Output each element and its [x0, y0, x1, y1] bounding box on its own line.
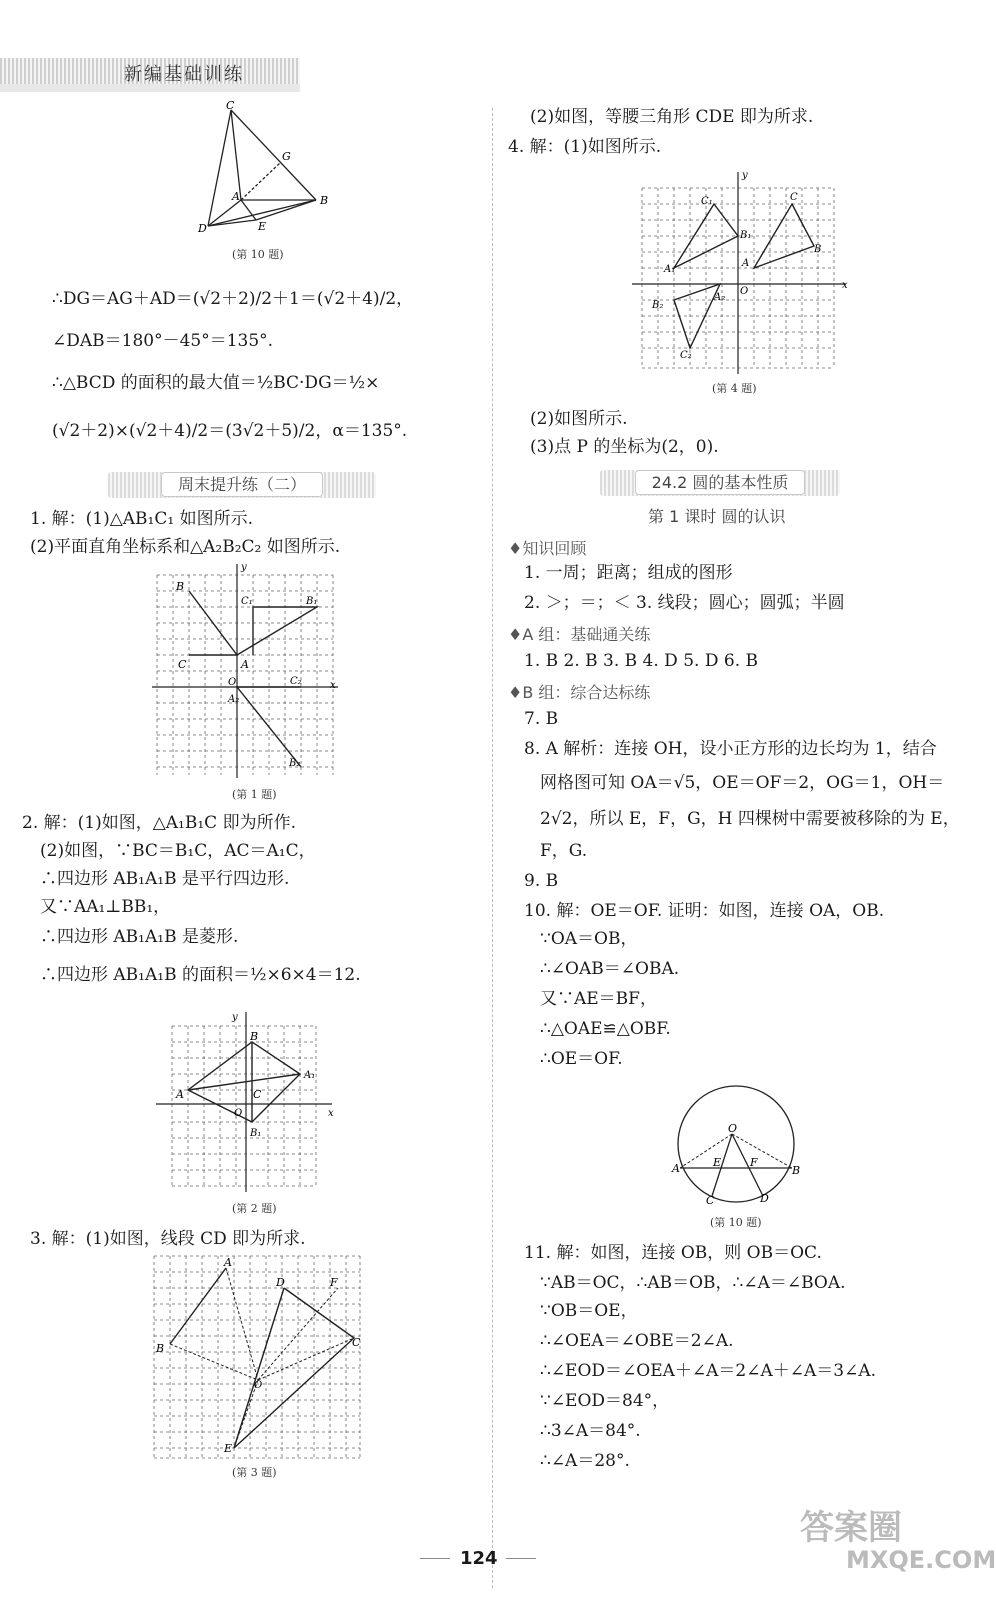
answer-b11: 11. 解：如图，连接 OB，则 OB＝OC. — [524, 1243, 822, 1263]
answer-b11-line: ∴∠EOD＝∠OEA＋∠A＝2∠A＋∠A＝3∠A. — [540, 1361, 877, 1381]
solution-line: (√2＋2)×(√2＋4)/2＝(3√2＋5)/2，α＝135°. — [52, 421, 408, 441]
figure-q4-caption: (第 4 题) — [712, 382, 757, 395]
answer-b11-line: ∴3∠A＝84°. — [540, 1421, 641, 1441]
svg-text:A: A — [232, 190, 240, 203]
figure-q10-caption: (第 10 题) — [232, 248, 284, 261]
svg-text:x: x — [330, 680, 336, 691]
watermark-logo: 答案圈 — [800, 1508, 902, 1548]
header-title: 新编基础训练 — [124, 64, 244, 85]
answer-q2-line: (2)如图，∵BC＝B₁C，AC＝A₁C， — [40, 841, 316, 861]
answer-b8-line: 网格图可知 OA＝√5，OE＝OF＝2，OG＝1，OH＝ — [540, 773, 945, 793]
svg-text:B₁: B₁ — [740, 230, 752, 241]
svg-text:A: A — [224, 1256, 232, 1269]
answer-q1: 1. 解：(1)△AB₁C₁ 如图所示. — [30, 509, 253, 529]
answer-b8: 8. A 解析：连接 OH，设小正方形的边长均为 1，结合 — [524, 739, 937, 759]
figure-q3-caption: (第 3 题) — [232, 1466, 277, 1479]
column-divider — [492, 108, 493, 1588]
figure-q3-grid — [150, 1252, 364, 1462]
svg-text:C₂: C₂ — [290, 676, 302, 687]
svg-text:B₂: B₂ — [289, 758, 301, 769]
answer-q4-part2: (2)如图所示. — [530, 409, 628, 429]
answer-group-a: 1. B 2. B 3. B 4. D 5. D 6. B — [524, 651, 758, 671]
svg-text:A₂: A₂ — [228, 694, 240, 705]
answer-q3: 3. 解：(1)如图，线段 CD 即为所求. — [30, 1229, 306, 1249]
tag-label: B 组：综合达标练 — [522, 683, 651, 702]
svg-text:B: B — [250, 1030, 259, 1043]
tag-label: 知识回顾 — [522, 539, 587, 558]
solution-line: ∴DG＝AG＋AD＝(√2＋2)/2＋1＝(√2＋4)/2， — [52, 289, 414, 309]
solution-line: ∠DAB＝180°－45°＝135°. — [52, 331, 274, 351]
svg-text:A₁: A₁ — [304, 1070, 316, 1081]
svg-text:O: O — [234, 1108, 243, 1119]
svg-text:B: B — [814, 244, 822, 255]
answer-q4: 4. 解：(1)如图所示. — [508, 137, 662, 157]
svg-text:C₂: C₂ — [680, 350, 692, 361]
answer-q2-line: ∴四边形 AB₁A₁B 是平行四边形. — [40, 869, 290, 889]
diamond-icon: ♦ — [508, 683, 523, 702]
answer-b11-line: ∴∠OEA＝∠OBE＝2∠A. — [540, 1331, 734, 1351]
svg-text:y: y — [241, 562, 247, 573]
answer-b9: 9. B — [524, 871, 559, 891]
svg-text:x: x — [328, 1108, 334, 1119]
svg-text:B₁: B₁ — [306, 596, 318, 607]
svg-text:B: B — [156, 1342, 165, 1355]
answer-k2: 2. ＞；＝；＜ 3. 线段；圆心；圆弧；半圆 — [524, 593, 845, 613]
svg-text:A: A — [742, 258, 750, 269]
svg-text:C: C — [706, 1194, 715, 1207]
svg-text:C₁: C₁ — [241, 596, 253, 607]
svg-text:O: O — [740, 286, 749, 297]
svg-text:y: y — [742, 170, 748, 181]
svg-text:A: A — [241, 658, 249, 671]
section-banner-label: 24.2 圆的基本性质 — [635, 470, 806, 495]
answer-b10-line: ∴OE＝OF. — [540, 1049, 623, 1069]
svg-text:E: E — [224, 1442, 233, 1455]
svg-text:D: D — [760, 1192, 769, 1205]
svg-text:D: D — [198, 222, 207, 235]
answer-b10-line: ∴△OAE≌△OBF. — [540, 1019, 671, 1039]
tag-group-b — [508, 680, 650, 703]
svg-text:C: C — [253, 1088, 262, 1101]
figure-q10-circle-caption: (第 10 题) — [710, 1216, 762, 1229]
tag-knowledge-review — [508, 536, 586, 559]
answer-q2-line: ∴四边形 AB₁A₁B 是菱形. — [40, 927, 239, 947]
svg-text:C: C — [352, 1336, 361, 1349]
svg-text:B₁: B₁ — [250, 1128, 262, 1139]
page-number: 124 — [460, 1548, 498, 1569]
figure-q10-circle — [670, 1082, 810, 1212]
svg-text:D: D — [276, 1276, 285, 1289]
svg-text:A: A — [176, 1088, 184, 1101]
answer-q1-part2: (2)平面直角坐标系和△A₂B₂C₂ 如图所示. — [30, 537, 341, 557]
diamond-icon: ♦ — [508, 539, 523, 558]
answer-b11-line: ∵AB＝OC，∴AB＝OB，∴∠A＝∠BOA. — [540, 1273, 846, 1293]
svg-text:A: A — [672, 1162, 680, 1175]
svg-text:B₂: B₂ — [652, 300, 664, 311]
answer-b7: 7. B — [524, 709, 559, 729]
svg-text:y: y — [232, 1012, 238, 1023]
answer-q2-line: ∴四边形 AB₁A₁B 的面积＝½×6×4＝12. — [40, 965, 361, 985]
figure-q10-pyramid — [196, 100, 356, 240]
svg-text:A₂: A₂ — [714, 292, 726, 303]
svg-text:C₁: C₁ — [701, 196, 713, 207]
svg-text:B: B — [792, 1164, 801, 1177]
svg-text:O: O — [228, 677, 237, 688]
watermark-url: MXQE.COM — [846, 1546, 996, 1574]
svg-text:F: F — [330, 1276, 338, 1289]
svg-text:C: C — [178, 658, 187, 671]
svg-text:x: x — [842, 280, 848, 291]
solution-line: ∴△BCD 的面积的最大值＝½BC·DG＝½× — [52, 373, 380, 393]
figure-q1-caption: (第 1 题) — [232, 788, 277, 801]
svg-text:O: O — [728, 1122, 738, 1135]
svg-text:B: B — [320, 194, 329, 207]
answer-b8-line: F，G. — [540, 841, 588, 861]
tag-group-a — [508, 622, 650, 645]
svg-text:G: G — [282, 150, 291, 163]
answer-k1: 1. 一周；距离；组成的图形 — [524, 563, 733, 583]
section-banner-weekend — [108, 472, 376, 498]
lesson-subtitle: 第 1 课时 圆的认识 — [648, 507, 786, 526]
answer-b11-line: ∴∠A＝28°. — [540, 1451, 630, 1471]
svg-text:C: C — [226, 100, 235, 112]
tag-label: A 组：基础通关练 — [522, 625, 651, 644]
page-number-rule-left — [420, 1558, 450, 1559]
answer-q2-line: 又∵AA₁⊥BB₁， — [40, 897, 171, 917]
figure-q1-grid — [152, 560, 342, 780]
figure-q4-grid — [630, 168, 852, 376]
answer-q2: 2. 解：(1)如图，△A₁B₁C 即为所作. — [22, 813, 296, 833]
svg-text:O: O — [254, 1380, 263, 1391]
page-number-rule-right — [506, 1558, 536, 1559]
answer-b10-line: 又∵AE＝BF， — [540, 989, 657, 1009]
svg-text:E: E — [713, 1156, 722, 1169]
section-banner-label: 周末提升练（二） — [161, 472, 323, 497]
diamond-icon: ♦ — [508, 625, 523, 644]
answer-b10-line: ∵OA＝OB， — [540, 929, 638, 949]
svg-text:A₁: A₁ — [664, 264, 676, 275]
section-banner-circle — [600, 470, 840, 496]
svg-text:C: C — [790, 192, 798, 203]
svg-text:B: B — [176, 580, 185, 593]
figure-q2-grid — [152, 1006, 342, 1196]
answer-q3-part2: (2)如图，等腰三角形 CDE 即为所求. — [530, 107, 814, 127]
answer-b11-line: ∵∠EOD＝84°， — [540, 1391, 670, 1411]
svg-text:F: F — [750, 1156, 758, 1169]
answer-b11-line: ∵OB＝OE， — [540, 1301, 638, 1321]
svg-text:E: E — [258, 220, 267, 233]
answer-q4-part3: (3)点 P 的坐标为(2，0). — [530, 437, 719, 457]
figure-q2-caption: (第 2 题) — [232, 1202, 277, 1215]
answer-b8-line: 2√2，所以 E，F，G，H 四棵树中需要被移除的为 E， — [540, 809, 960, 829]
answer-b10-line: ∴∠OAB＝∠OBA. — [540, 959, 680, 979]
answer-b10: 10. 解：OE＝OF. 证明：如图，连接 OA，OB. — [524, 901, 885, 921]
